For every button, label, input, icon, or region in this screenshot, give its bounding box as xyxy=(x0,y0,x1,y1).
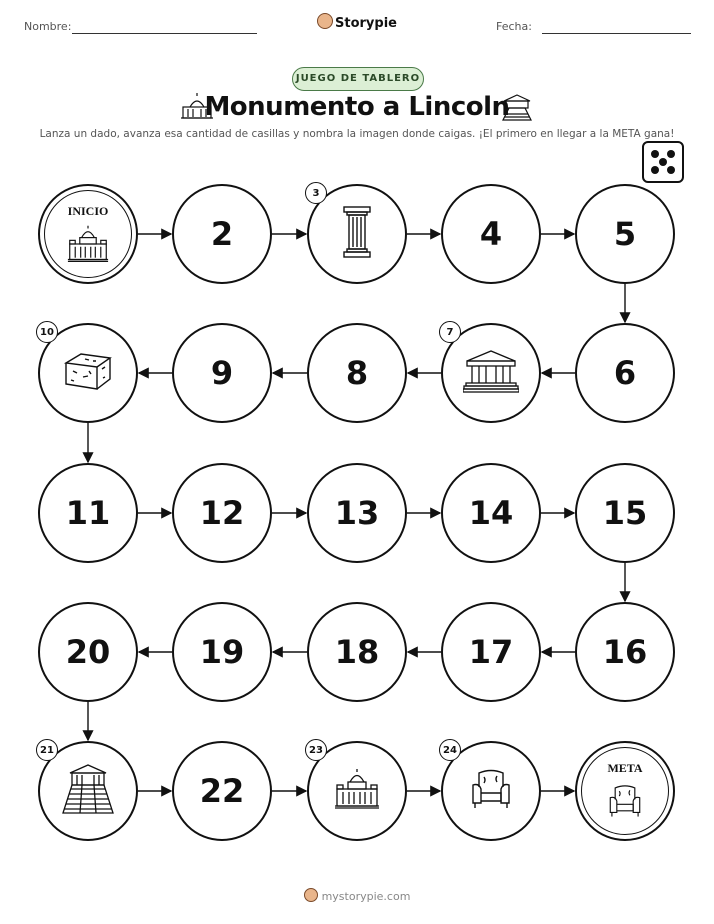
capitol-building-icon xyxy=(67,224,109,268)
bear-icon xyxy=(304,888,318,902)
board-square xyxy=(38,463,138,563)
square-number: 2 xyxy=(210,215,234,253)
armchair-icon xyxy=(469,767,513,815)
memorial-steps-icon xyxy=(60,763,116,819)
board-square xyxy=(307,463,407,563)
board-square xyxy=(172,463,272,563)
square-number: 19 xyxy=(199,633,245,671)
square-number: 15 xyxy=(602,494,648,532)
board-square xyxy=(441,184,541,284)
square-number: 13 xyxy=(334,494,380,532)
board-square xyxy=(172,602,272,702)
square-number-badge: 7 xyxy=(439,321,461,343)
board-square xyxy=(575,602,675,702)
square-number: 5 xyxy=(613,215,637,253)
square-number: 6 xyxy=(613,354,637,392)
square-number-badge: 10 xyxy=(36,321,58,343)
board-square xyxy=(441,463,541,563)
page-title: Monumento a Lincoln xyxy=(204,92,510,122)
board-square xyxy=(38,602,138,702)
board-square xyxy=(172,184,272,284)
game-tag: JUEGO DE TABLERO xyxy=(292,67,424,91)
square-number: 12 xyxy=(199,494,245,532)
square-number: 17 xyxy=(468,633,514,671)
board-square xyxy=(172,323,272,423)
armchair-icon xyxy=(607,779,643,827)
column-icon xyxy=(342,205,372,263)
board-square xyxy=(441,602,541,702)
square-number: 22 xyxy=(199,772,245,810)
capitol-building-icon xyxy=(334,769,380,813)
board-square xyxy=(172,741,272,841)
start-label: INICIO xyxy=(67,204,109,218)
square-number: 20 xyxy=(65,633,111,671)
footer-url: mystorypie.com xyxy=(321,890,411,903)
square-number: 16 xyxy=(602,633,648,671)
square-number: 14 xyxy=(468,494,514,532)
square-number-badge: 23 xyxy=(305,739,327,761)
square-number-badge: 21 xyxy=(36,739,58,761)
square-number: 4 xyxy=(479,215,503,253)
name-label: Nombre: xyxy=(24,20,72,33)
square-number-badge: 24 xyxy=(439,739,461,761)
brand-name: Storypie xyxy=(335,16,397,31)
square-number: 18 xyxy=(334,633,380,671)
square-number-badge: 3 xyxy=(305,182,327,204)
board-square xyxy=(575,463,675,563)
marble-block-icon xyxy=(63,351,113,395)
square-number: 9 xyxy=(210,354,234,392)
board-square xyxy=(575,323,675,423)
temple-icon xyxy=(463,349,519,397)
board-square xyxy=(307,602,407,702)
footer xyxy=(0,888,714,903)
finish-square xyxy=(575,741,675,841)
board-square xyxy=(575,184,675,284)
date-label: Fecha: xyxy=(496,20,532,33)
instructions: Lanza un dado, avanza esa cantidad de casillas y nombra la imagen donde caigas. ¡El primero en llegar a la META gana! xyxy=(39,128,675,140)
square-number: 11 xyxy=(65,494,111,532)
finish-label: META xyxy=(607,761,643,775)
square-number: 8 xyxy=(345,354,369,392)
board-square xyxy=(307,323,407,423)
start-square xyxy=(38,184,138,284)
